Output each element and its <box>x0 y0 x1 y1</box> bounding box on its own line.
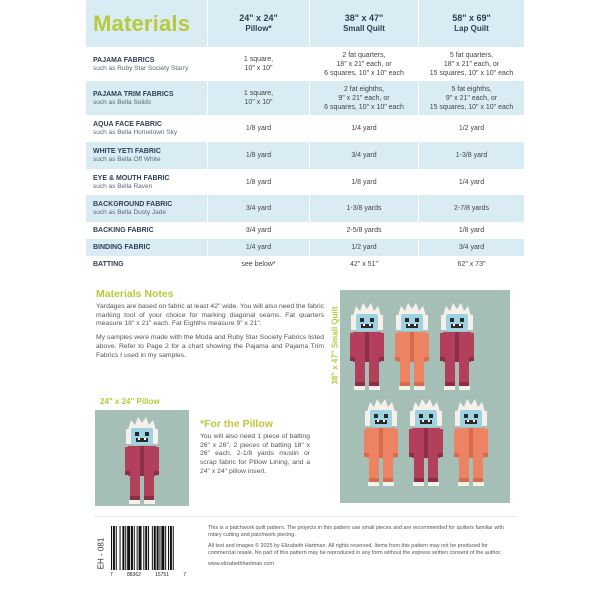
amount-line: 1/4 yard <box>245 244 272 251</box>
notes-paragraph: Yardages are based on fabric at least 42" wide. You will also need the fabric marking tool of your choice for marking diagonal seams. Fat quarters measure 18" x 21" each. Fat Eighths measure 9" x 21". <box>96 303 324 328</box>
fabric-name: PAJAMA FABRICS <box>93 56 155 64</box>
fabric-name: PAJAMA TRIM FABRICS <box>93 90 174 98</box>
pillow-label: 24" x 24" Pillow <box>100 397 160 406</box>
notes-paragraph: My samples were made with the Moda and Ruby Star Society Fabrics listed above. Refer to Page 2 for a chart showing the Pajama and Pajama Trim Fabrics I used in my samples. <box>96 334 324 359</box>
small-quilt-label: 38" x 47" Small Quilt <box>330 305 340 385</box>
yeti-block <box>125 416 159 509</box>
amount-line: 1/8 yard <box>351 178 377 186</box>
amount-line: 1/8 yard <box>245 152 272 159</box>
materials-row <box>86 256 524 272</box>
amount-line: 1-3/8 yards <box>346 205 382 212</box>
amount-line: 1/2 yard <box>458 125 485 132</box>
amount-line: 2 fat quarters, <box>342 51 386 59</box>
fabric-name: BACKGROUND FABRIC <box>93 201 173 208</box>
fabric-name: WHITE YETI FABRIC <box>93 148 161 155</box>
materials-row <box>86 239 524 256</box>
materials-table <box>86 0 524 272</box>
amount-pillow <box>207 239 309 256</box>
yeti-block <box>454 398 488 491</box>
amount-small <box>309 142 418 169</box>
barcode-digits: 7 88362 15751 7 <box>110 572 186 578</box>
pillow-notes-text: You will also need 1 piece of batting 26" x 26", 2 pieces of batting 18" x 26" each, 2-1/8 yards muslin or scrap fabric for Pillow Lining, and a 24" x 24" pillow insert. <box>200 433 310 475</box>
amount-line: 2-5/8 yards <box>346 227 382 234</box>
legal-text <box>208 525 508 568</box>
amount-line: 3/4 yard <box>245 227 272 234</box>
amount-line: 1-3/8 yard <box>455 152 488 159</box>
column-header-lap-quilt: 58" x 69" Lap Quilt <box>418 0 524 47</box>
amount-line: see below* <box>241 260 276 268</box>
fabric-suggestion: such as Bella Raven <box>93 182 153 190</box>
amount-line: 62" x 73" <box>457 260 486 268</box>
amount-pillow <box>207 115 309 142</box>
amount-lap <box>418 81 524 115</box>
yeti-block <box>364 398 398 491</box>
fabric-name: BINDING FABRIC <box>93 244 151 251</box>
amount-small <box>309 47 418 81</box>
amount-line: 9" x 21" each, or <box>445 94 498 102</box>
amount-lap <box>418 256 524 272</box>
fabric-name: EYE & MOUTH FABRIC <box>93 174 170 182</box>
amount-line: 1 square, <box>243 56 274 63</box>
fabric-name: AQUA FACE FABRIC <box>93 121 162 128</box>
amount-line: 3/4 yard <box>458 244 485 251</box>
amount-lap <box>418 195 524 222</box>
amount-lap <box>418 142 524 169</box>
amount-lap <box>418 239 524 256</box>
amount-line: 18" x 21" each, or <box>443 60 500 68</box>
amount-small <box>309 256 418 272</box>
amount-pillow <box>207 256 309 272</box>
amount-pillow <box>207 47 309 81</box>
yeti-block <box>440 302 474 395</box>
materials-row <box>86 169 524 195</box>
amount-line: 1 square, <box>243 90 274 97</box>
amount-pillow <box>207 142 309 169</box>
amount-line: 9" x 21" each, or <box>338 94 390 102</box>
amount-line: 2 fat eighths, <box>343 85 385 93</box>
legal-paragraph-1: This is a patchwork quilt pattern. The projects in this pattern use small pieces and are recommended for quilters familiar with rotary cutting and patchwork piecing. <box>208 525 504 538</box>
small-quilt-illustration <box>340 290 510 503</box>
amount-lap <box>418 115 524 142</box>
fabric-name: BATTING <box>93 260 124 268</box>
fabric-suggestion: such as Ruby Star Society Starry <box>93 64 189 72</box>
column-header-small-quilt: 38" x 47" Small Quilt <box>309 0 418 47</box>
amount-line: 5 fat eighths, <box>451 85 492 93</box>
amount-line: 10" x 10" <box>244 65 273 72</box>
amount-small <box>309 81 418 115</box>
sku-wrap <box>94 530 108 576</box>
barcode-bars <box>110 526 186 572</box>
materials-row <box>86 115 524 142</box>
amount-line: 1/4 yard <box>458 178 485 186</box>
amount-small <box>309 239 418 256</box>
legal-paragraph-2: All text and images © 2025 by Elizabeth Hartman. All rights reserved. Items from this pattern may not be produced for commercial resale. No part of this pattern may be reproduced in any form without the express written consent of the author. <box>208 543 502 556</box>
materials-row <box>86 81 524 115</box>
fabric-suggestion: such as Bella Solids <box>93 98 152 106</box>
amount-small <box>309 115 418 142</box>
amount-line: 5 fat quarters, <box>449 51 494 59</box>
amount-pillow <box>207 81 309 115</box>
amount-line: 1/8 yard <box>458 227 485 234</box>
amount-line: 15 squares, 10" x 10" each <box>429 103 514 111</box>
amount-line: 6 squares, 10" x 10" each <box>324 69 404 77</box>
pattern-back-page <box>86 0 524 600</box>
amount-line: 2-7/8 yards <box>453 205 490 212</box>
pillow-notes-heading: *For the Pillow <box>200 418 273 430</box>
yeti-block <box>409 398 443 491</box>
amount-small <box>309 169 418 195</box>
amount-small <box>309 195 418 222</box>
amount-line: 1/2 yard <box>351 244 377 251</box>
amount-line: 1/8 yard <box>245 125 272 132</box>
materials-notes <box>96 288 324 360</box>
amount-line: 3/4 yard <box>351 152 377 159</box>
sku-code: EH - 081 <box>96 537 106 569</box>
website-link[interactable]: www.elizabethhartman.com <box>208 561 274 567</box>
fabric-suggestion: such as Bella Hometown Sky <box>93 129 178 136</box>
amount-pillow <box>207 169 309 195</box>
materials-row <box>86 195 524 222</box>
fabric-name: BACKING FABRIC <box>93 227 154 234</box>
amount-line: 1/4 yard <box>351 125 377 132</box>
amount-line: 15 squares, 10" x 10" each <box>429 69 514 77</box>
materials-header-row <box>86 0 524 47</box>
amount-lap <box>418 222 524 239</box>
amount-line: 18" x 21" each, or <box>336 60 392 68</box>
amount-line: 3/4 yard <box>245 205 272 212</box>
materials-title: Materials <box>93 10 191 36</box>
fabric-suggestion: such as Bella Dusty Jade <box>93 209 166 216</box>
amount-line: 6 squares, 10" x 10" each <box>324 103 404 111</box>
amount-pillow <box>207 222 309 239</box>
amount-lap <box>418 169 524 195</box>
materials-row <box>86 222 524 239</box>
yeti-block <box>395 302 429 395</box>
amount-line: 42" x 51" <box>350 260 378 268</box>
column-header-pillow: 24" x 24" Pillow* <box>207 0 309 47</box>
amount-line: 10" x 10" <box>244 99 273 106</box>
materials-notes-heading: Materials Notes <box>96 288 174 300</box>
barcode <box>110 526 186 578</box>
materials-row <box>86 47 524 81</box>
amount-line: 1/8 yard <box>245 178 272 186</box>
amount-small <box>309 222 418 239</box>
pillow-notes <box>200 418 310 477</box>
yeti-block <box>350 302 384 395</box>
materials-row <box>86 142 524 169</box>
fabric-suggestion: such as Bella Off White <box>93 156 161 163</box>
amount-lap <box>418 47 524 81</box>
materials-rows <box>86 47 524 272</box>
pillow-illustration <box>95 410 189 506</box>
amount-pillow <box>207 195 309 222</box>
